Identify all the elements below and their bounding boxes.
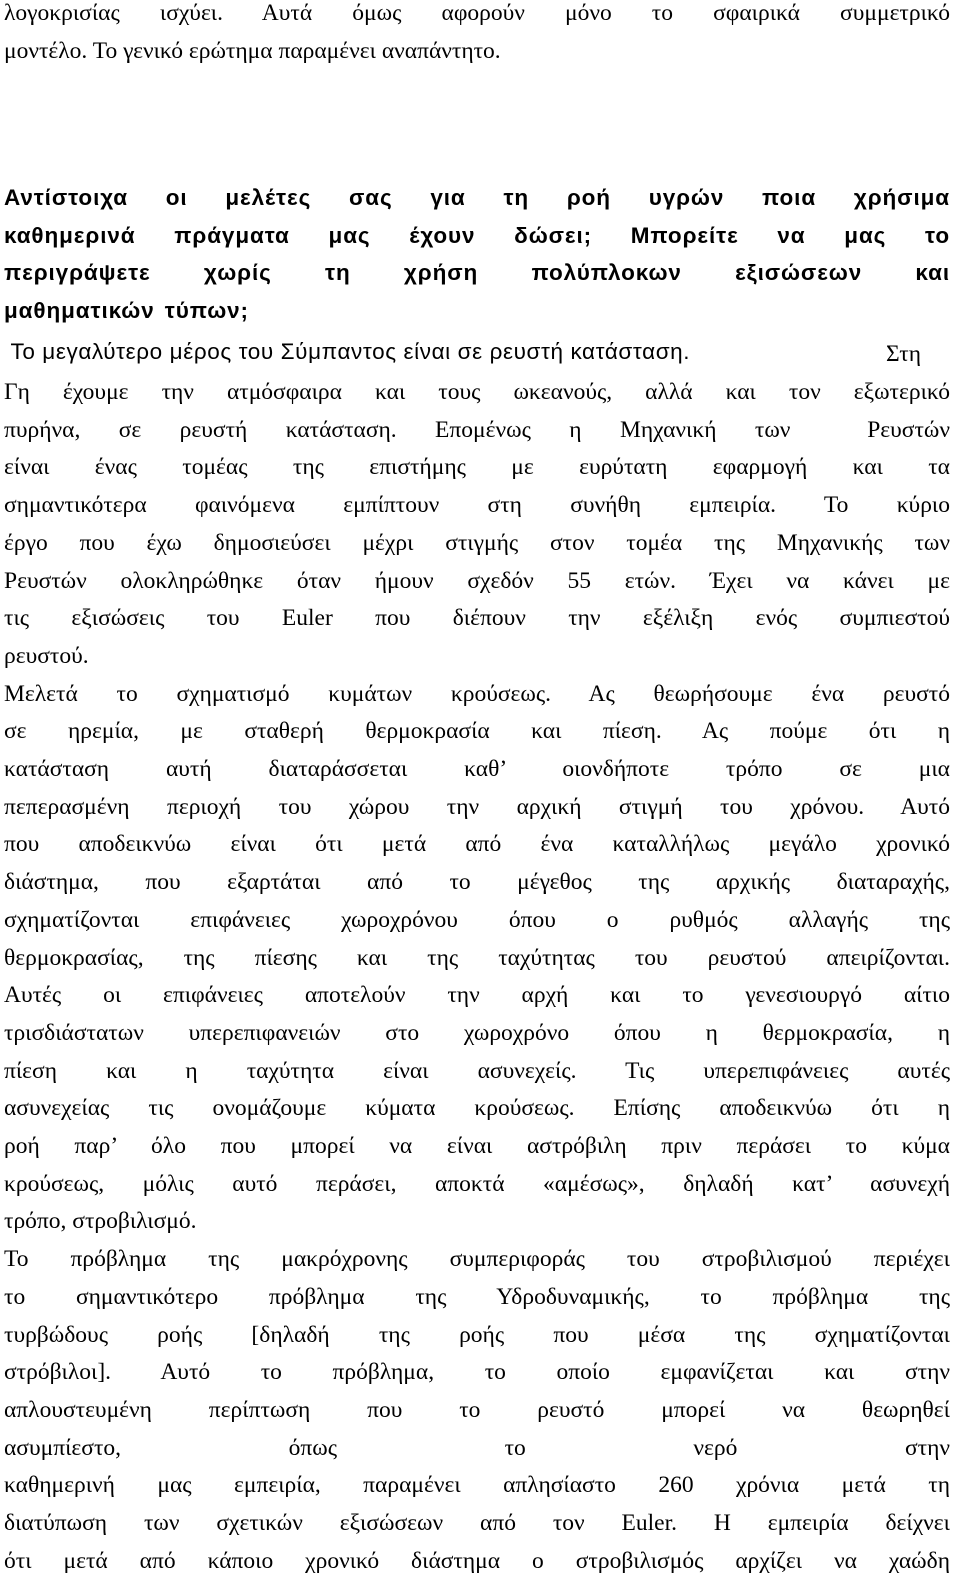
text-line: ότι μετά από κάποιο χρονικό διάστημα ο στροβιλισμός αρχίζει να χαώδη: [4, 1547, 950, 1574]
text-line: έργο που έχω δημοσιεύσει μέχρι στιγμής στον τομέα της Μηχανικής των: [4, 529, 950, 556]
text-line: σε ηρεμία, με σταθερή θερμοκρασία και πίεση. Ας πούμε ότι η: [4, 718, 950, 745]
text-line: ασυνεχείας τις ονομάζουμε κύματα κρούσεως. Επίσης αποδεικνύω ότι η: [4, 1095, 950, 1122]
text-line: σχηματίζονται επιφάνειες χωροχρόνου όπου ο ρυθμός αλλαγής της: [4, 906, 950, 933]
text-line: που αποδεικνύω είναι ότι μετά από ένα καταλλήλως μεγάλο χρονικό: [4, 831, 950, 858]
interview-question: [4, 179, 950, 329]
answer-body: [4, 374, 950, 1581]
text-line: πίεση και η ταχύτητα είναι ασυνεχείς. Τις υπερεπιφάνειες αυτές: [4, 1057, 950, 1084]
text-line: λογοκρισίας ισχύει. Αυτά όμως αφορούν μόνο το σφαιρικά συμμετρικό: [4, 0, 950, 26]
text-line: κατάσταση αυτή διαταράσσεται καθ’ οιονδήποτε τρόπο σε μια: [4, 756, 950, 783]
text-line: πυρήνα, σε ρευστή κατάσταση. Επομένως η Μηχανική των Ρευστών: [4, 416, 950, 443]
text-line: Γη έχουμε την ατμόσφαιρα και τους ωκεανούς, αλλά και τον εξωτερικό: [4, 379, 950, 405]
text-line: Το πρόβλημα της μακρόχρονης συμπεριφοράς του στροβιλισμού περιέχει: [4, 1246, 950, 1273]
text-line: πεπερασμένη περιοχή του χώρου την αρχική στιγμή του χρόνου. Αυτό: [4, 793, 950, 820]
text-line: Μελετά το σχηματισμό κυμάτων κρούσεως. Ας θεωρήσουμε ένα ρευστό: [4, 680, 950, 707]
text-line: τις εξισώσεις του Euler που διέπουν την εξέλιξη ενός συμπιεστού: [4, 605, 950, 632]
question-line: περιγράψετε χωρίς τη χρήση πολύπλοκων εξισώσεων και: [4, 260, 950, 286]
text-line: το σημαντικότερο πρόβλημα της Υδροδυναμικής, το πρόβλημα της: [4, 1283, 950, 1310]
question-line: μαθηματικών τύπων;: [4, 297, 249, 323]
text-line: σημαντικότερα φαινόμενα εμπίπτουν στη συνήθη εμπειρία. Το κύριο: [4, 492, 950, 519]
text-line: καθημερινή μας εμπειρία, παραμένει απλησίαστο 260 χρόνια μετά τη: [4, 1472, 950, 1499]
text-line: Ρευστών ολοκληρώθηκε όταν ήμουν σχεδόν 55 ετών. Έχει να κάνει με: [4, 567, 950, 594]
question-line: καθημερινά πράγματα μας έχουν δώσει; Μπορείτε να μας το: [4, 222, 950, 248]
text-line: είναι ένας τομέας της επιστήμης με ευρύτατη εφαρμογή και τα: [4, 454, 950, 481]
text-line: ρευστού.: [4, 642, 89, 669]
text-line: τρισδιάστατων υπερεπιφανειών στο χωροχρόνο όπου η θερμοκρασία, η: [4, 1019, 950, 1046]
answer-lead-sentence: [4, 333, 950, 370]
text-line: ασυμπίεστο, όπως το νερό στην: [4, 1434, 950, 1461]
text-line: απλουστευμένη περίπτωση που το ρευστό μπορεί να θεωρηθεί: [4, 1396, 950, 1423]
text-line: θερμοκρασίας, της πίεσης και της ταχύτητας του ρευστού απειρίζονται.: [4, 944, 950, 971]
text-line: τρόπο, στροβιλισμό.: [4, 1208, 197, 1235]
text-line: τυρβώδους ροής [δηλαδή της ροής που μέσα της σχηματίζονται: [4, 1321, 950, 1348]
text-line: Στη: [886, 341, 921, 367]
intro-paragraph: [4, 0, 950, 70]
text-line: στρόβιλοι]. Αυτό το πρόβλημα, το οποίο εμφανίζεται και στην: [4, 1359, 950, 1386]
answer-lead-text: Το μεγαλύτερο μέρος του Σύμπαντος είναι σε ρευστή κατάσταση.: [4, 339, 691, 364]
answer-lead-continuation: [886, 336, 956, 374]
text-line: διάστημα, που εξαρτάται από το μέγεθος της αρχικής διαταραχής,: [4, 869, 950, 896]
text-line: Αυτές οι επιφάνειες αποτελούν την αρχή και το γενεσιουργό αίτιο: [4, 982, 950, 1009]
text-line: ροή παρ’ όλο που μπορεί να είναι αστρόβιλη πριν περάσει το κύμα: [4, 1133, 950, 1160]
text-line: διατύπωση των σχετικών εξισώσεων από τον Euler. Η εμπειρία δείχνει: [4, 1510, 950, 1537]
question-line: Αντίστοιχα οι μελέτες σας για τη ροή υγρών ποια χρήσιμα: [4, 185, 950, 210]
text-line: κρούσεως, μόλις αυτό περάσει, αποκτά «αμέσως», δηλαδή κατ’ ασυνεχή: [4, 1170, 950, 1197]
text-line: μοντέλο. Το γενικό ερώτημα παραμένει αναπάντητο.: [4, 37, 501, 64]
